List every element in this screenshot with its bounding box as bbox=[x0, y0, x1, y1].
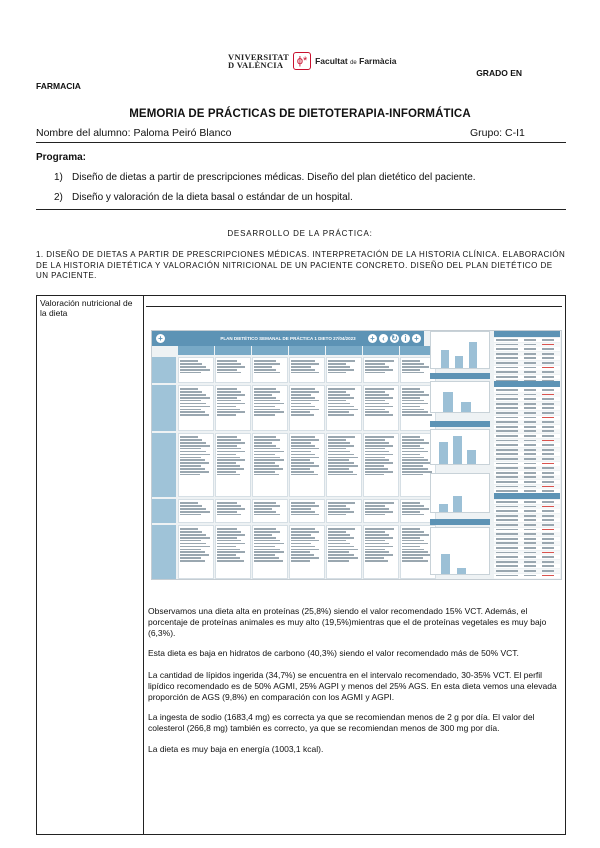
back-icon: ‹ bbox=[379, 334, 388, 343]
university-line-1: VNIVERSITAT bbox=[228, 52, 290, 62]
nutrient-table-row bbox=[494, 551, 560, 555]
add-icon: + bbox=[368, 334, 377, 343]
meal-row-label bbox=[152, 385, 176, 431]
meal-cell bbox=[289, 433, 325, 497]
nutrient-table-row bbox=[494, 471, 560, 475]
meal-cell bbox=[289, 525, 325, 579]
nutrient-table-row bbox=[494, 406, 560, 410]
diet-plan-dashboard bbox=[151, 330, 562, 580]
program-item bbox=[54, 172, 476, 183]
chart-bar bbox=[455, 356, 463, 368]
chart-panel bbox=[430, 473, 490, 513]
chart-bar bbox=[457, 568, 466, 574]
meal-cell bbox=[252, 499, 288, 523]
chart-title-bar bbox=[430, 421, 490, 427]
table-inner-line bbox=[146, 306, 562, 307]
nutrient-table-row bbox=[494, 462, 560, 466]
nutrient-table-row bbox=[494, 564, 560, 568]
meal-row-label bbox=[152, 499, 176, 523]
day-column-header bbox=[289, 346, 325, 355]
nutrient-table-row bbox=[494, 443, 560, 447]
chart-bar bbox=[453, 496, 462, 512]
day-column-header bbox=[178, 346, 214, 355]
nutrient-table-row bbox=[494, 475, 560, 479]
nutrient-table-row bbox=[494, 434, 560, 438]
nutrient-table-row bbox=[494, 402, 560, 406]
meal-row-label bbox=[152, 357, 176, 383]
nutrient-table-row bbox=[494, 347, 560, 351]
program-item-number: 1) bbox=[54, 172, 63, 183]
meal-row-label bbox=[152, 525, 176, 579]
faculty-subject: Farmàcia bbox=[359, 56, 397, 66]
meal-cell bbox=[215, 525, 251, 579]
analysis-paragraph: Observamos una dieta alta en proteínas (25,8%) siendo el valor recomendado 15% VCT. Además, el porcentaje de proteínas animales es muy alto (19,5%)mientras que el de proteínas vegetales es muy bajo (6,3%). bbox=[148, 606, 547, 638]
chart-bar bbox=[461, 402, 471, 412]
nutrient-table-header bbox=[494, 493, 560, 499]
day-column-header bbox=[326, 346, 362, 355]
chart-panel bbox=[430, 331, 490, 369]
meal-row-label bbox=[152, 433, 176, 497]
meal-cell bbox=[215, 499, 251, 523]
meal-cell bbox=[178, 499, 214, 523]
meal-cell bbox=[252, 525, 288, 579]
nutrient-table-header bbox=[494, 381, 560, 387]
analysis-paragraph: La dieta es muy baja en energía (1003,1 kcal). bbox=[148, 744, 324, 754]
nutrient-table-row bbox=[494, 546, 560, 550]
meal-cell bbox=[363, 499, 399, 523]
meal-cell bbox=[363, 433, 399, 497]
dashboard-title: PLAN DIETÉTICO SEMANAL DE PRÁCTICA 1 DIETO 27/04/2023 bbox=[152, 331, 424, 346]
day-column-header bbox=[363, 346, 399, 355]
faculty-de: de bbox=[350, 60, 357, 66]
refresh-icon: ↻ bbox=[391, 334, 398, 343]
meal-cell bbox=[326, 357, 362, 383]
nutrient-table-row bbox=[494, 425, 560, 429]
chart-title-bar bbox=[430, 519, 490, 525]
university-name bbox=[228, 53, 289, 69]
program-item-text: Diseño de dietas a partir de prescripciones médicas. Diseño del plan dietético del paciente. bbox=[72, 172, 476, 183]
program-item bbox=[54, 192, 353, 203]
meal-cell bbox=[326, 499, 362, 523]
meal-cell bbox=[215, 357, 251, 383]
table-column-divider bbox=[143, 296, 144, 834]
day-column-header bbox=[252, 346, 288, 355]
degree-label: GRADO EN bbox=[476, 68, 522, 78]
faculty-word: Facultat bbox=[315, 56, 348, 66]
development-heading: DESARROLLO DE LA PRÁCTICA: bbox=[227, 229, 373, 238]
nutrient-table-row bbox=[494, 352, 560, 356]
nutrient-table-row bbox=[494, 518, 560, 522]
nutrient-table-row bbox=[494, 420, 560, 424]
nutrient-table-row bbox=[494, 448, 560, 452]
nutrient-table-row bbox=[494, 452, 560, 456]
program-heading: Programa: bbox=[36, 152, 87, 163]
analysis-paragraph: La ingesta de sodio (1683,4 mg) es correcta ya que se recomiendan menos de 2 g por día. El valor del colesterol (266,8 mg) también es correcto, ya que se recomiendan menos de 300 mg por día. bbox=[148, 712, 535, 733]
meal-cell bbox=[178, 357, 214, 383]
nutrient-table-row bbox=[494, 528, 560, 532]
nutrient-table-row bbox=[494, 532, 560, 536]
nutrient-table-row bbox=[494, 393, 560, 397]
nutrient-table-row bbox=[494, 416, 560, 420]
nutrient-table-row bbox=[494, 480, 560, 484]
nutrient-table-row bbox=[494, 500, 560, 504]
faculty-name bbox=[315, 56, 396, 66]
nutrient-table-row bbox=[494, 356, 560, 360]
meal-cell bbox=[363, 385, 399, 431]
nutrient-table-row bbox=[494, 375, 560, 379]
nutrient-table-row bbox=[494, 370, 560, 374]
chart-panel bbox=[430, 381, 490, 413]
university-line-2: D VALÈNCIA bbox=[228, 60, 284, 70]
meal-cell bbox=[289, 357, 325, 383]
meal-cell bbox=[178, 525, 214, 579]
university-logo bbox=[228, 52, 396, 70]
meal-cell bbox=[178, 385, 214, 431]
divider bbox=[36, 209, 566, 210]
nutrient-table-row bbox=[494, 485, 560, 489]
chart-bar bbox=[453, 436, 462, 464]
chart-bar bbox=[469, 342, 477, 368]
chart-bar bbox=[467, 450, 476, 464]
chart-panel bbox=[430, 429, 490, 465]
chart-bar bbox=[439, 504, 448, 512]
meal-cell bbox=[252, 433, 288, 497]
nutrient-table-row bbox=[494, 523, 560, 527]
day-column-header bbox=[215, 346, 251, 355]
nutrient-table-row bbox=[494, 537, 560, 541]
nutrient-table-row bbox=[494, 439, 560, 443]
chart-title-bar bbox=[430, 373, 490, 379]
degree-name: FARMACIA bbox=[36, 81, 81, 91]
nutrient-table-row bbox=[494, 366, 560, 370]
info-icon: i bbox=[401, 334, 410, 343]
meal-cell bbox=[252, 385, 288, 431]
nutrient-table-row bbox=[494, 574, 560, 578]
student-name: Nombre del alumno: Paloma Peiró Blanco bbox=[36, 127, 232, 139]
meal-cell bbox=[215, 385, 251, 431]
nutrient-table-row bbox=[494, 361, 560, 365]
nutrient-table-row bbox=[494, 338, 560, 342]
analysis-paragraph: La cantidad de lípidos ingerida (34,7%) se encuentra en el intervalo recomendado, 30-35% VCT. El perfil lipídico recomendado es de 50% AGMI, 25% AGPI y menos del 25% AGS. En esta dieta vemos una elevada proporción de AGS (9,8%) en comparación con los AGMI y AGPI. bbox=[148, 670, 557, 702]
student-group: Grupo: C-I1 bbox=[470, 127, 525, 139]
meal-cell bbox=[178, 433, 214, 497]
add-icon: + bbox=[412, 334, 421, 343]
nutrient-table-header bbox=[494, 331, 560, 337]
meal-cell bbox=[326, 525, 362, 579]
chart-bar bbox=[443, 392, 453, 412]
meal-cell bbox=[326, 385, 362, 431]
meal-cell bbox=[215, 433, 251, 497]
nutrient-table-row bbox=[494, 560, 560, 564]
crest-icon: ϕ* bbox=[293, 52, 311, 70]
meal-cell bbox=[363, 357, 399, 383]
chart-bar bbox=[439, 442, 448, 464]
dashboard-add-icon: + bbox=[156, 334, 165, 343]
divider bbox=[36, 142, 566, 143]
nutrient-table-row bbox=[494, 411, 560, 415]
meal-cell bbox=[289, 499, 325, 523]
chart-bar bbox=[441, 350, 449, 368]
meal-cell bbox=[289, 385, 325, 431]
program-item-number: 2) bbox=[54, 192, 63, 203]
nutrient-table-row bbox=[494, 457, 560, 461]
program-item-text: Diseño y valoración de la dieta basal o estándar de un hospital. bbox=[72, 192, 353, 203]
nutrient-table-row bbox=[494, 388, 560, 392]
row-label: Valoración nutricional de la dieta bbox=[40, 298, 133, 318]
meal-cell bbox=[363, 525, 399, 579]
nutrient-table-row bbox=[494, 466, 560, 470]
nutrient-table-row bbox=[494, 505, 560, 509]
chart-panel bbox=[430, 527, 490, 575]
nutrient-table-row bbox=[494, 429, 560, 433]
meal-cell bbox=[326, 433, 362, 497]
nutrient-table-row bbox=[494, 541, 560, 545]
nutrient-table-row bbox=[494, 555, 560, 559]
section-heading: 1. DISEÑO DE DIETAS A PARTIR DE PRESCRIPCIONES MÉDICAS. INTERPRETACIÓN DE LA HISTORIA CLÍNICA. ELABORACIÓN DE LA HISTORIA DIETÉTICA Y VALORACIÓN NITRICIONAL DE UN PACIENTE CONCRETO. DISEÑO DEL PLAN DIETÉTICO DE UN PACIENTE. bbox=[36, 250, 566, 280]
nutrient-table-row bbox=[494, 509, 560, 513]
nutrient-table-row bbox=[494, 397, 560, 401]
document-title: MEMORIA DE PRÁCTICAS DE DIETOTERAPIA-INFORMÁTICA bbox=[129, 108, 471, 120]
nutrient-table-row bbox=[494, 569, 560, 573]
nutrient-table-row bbox=[494, 343, 560, 347]
nutrient-table-row bbox=[494, 578, 560, 580]
chart-bar bbox=[441, 554, 450, 574]
dashboard-toolbar bbox=[368, 334, 421, 343]
meal-cell bbox=[252, 357, 288, 383]
analysis-paragraph: Esta dieta es baja en hidratos de carbono (40,3%) siendo el valor recomendado más de 50% VCT. bbox=[148, 648, 519, 658]
nutrient-table-row bbox=[494, 514, 560, 518]
